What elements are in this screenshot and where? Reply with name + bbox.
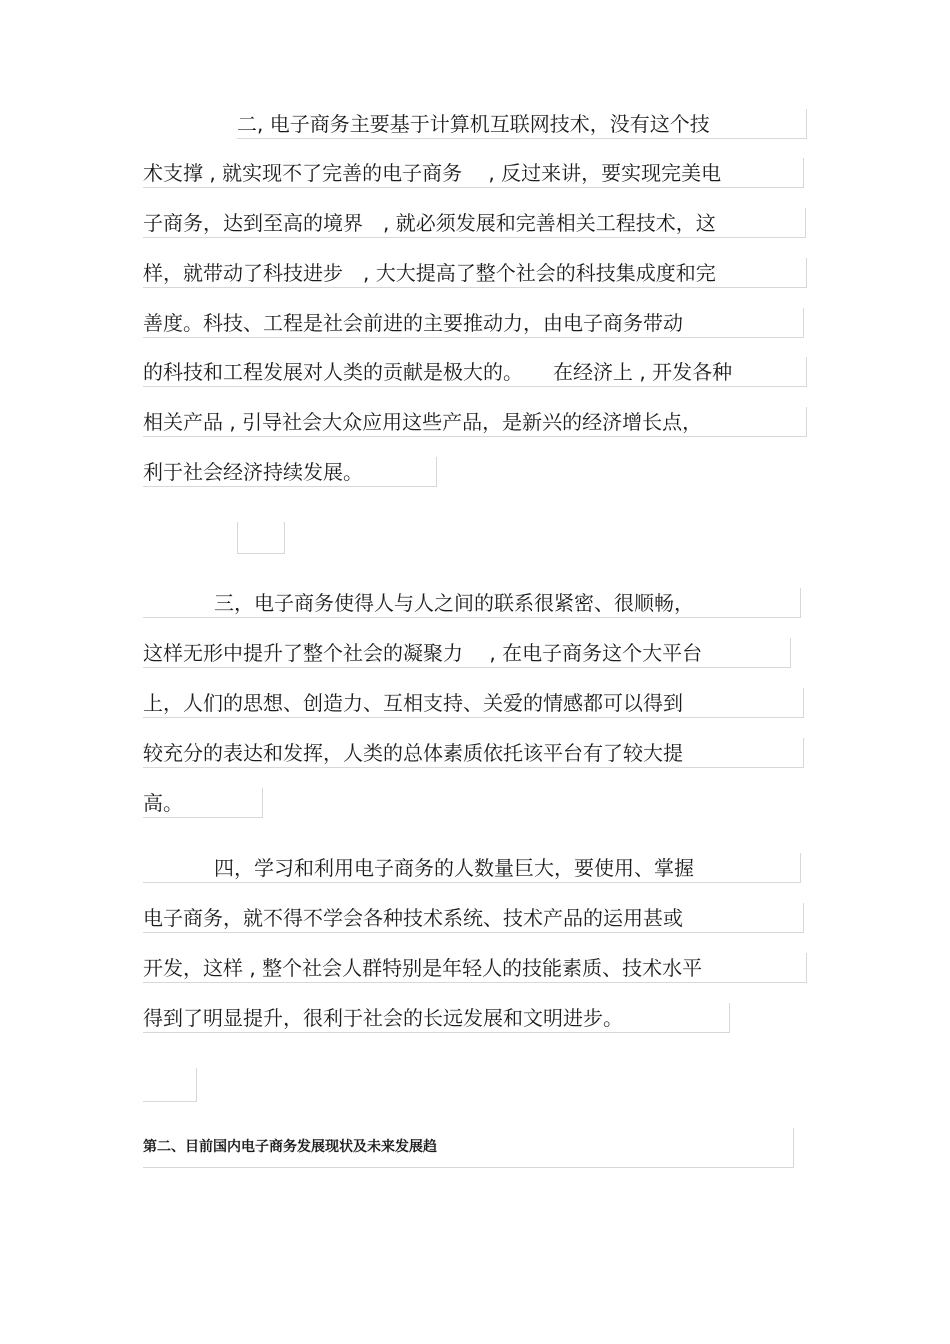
paragraph-line: 电子商务，就不得不学会各种技术系统、技术产品的运用甚或 [143,903,804,933]
empty-cell [237,522,285,554]
paragraph-line: 三，电子商务使得人与人之间的联系很紧密、很顺畅， [143,588,801,618]
paragraph-line: 术支撑 , 就实现不了完善的电子商务 , 反过来讲，要实现完美电 [143,158,804,188]
paragraph-line: 四，学习和利用电子商务的人数量巨大，要使用、掌握 [143,853,801,883]
paragraph-line: 高。 [143,788,263,818]
paragraph-line: 得到了明显提升，很利于社会的长远发展和文明进步。 [143,1003,730,1033]
paragraph-line: 较充分的表达和发挥，人类的总体素质依托该平台有了较大提 [143,738,804,768]
paragraph-line: 子商务，达到至高的境界 , 就必须发展和完善相关工程技术，这 [143,208,806,238]
paragraph-line: 善度。科技、工程是社会前进的主要推动力，由电子商务带动 [143,308,804,338]
paragraph-line: 的科技和工程发展对人类的贡献是极大的。 在经济上 , 开发各种 [143,357,807,387]
section-heading: 第二、目前国内电子商务发展现状及未来发展趋 [143,1128,794,1168]
paragraph-line: 利于社会经济持续发展。 [143,457,437,487]
paragraph-line: 开发，这样 , 整个社会人群特别是年轻人的技能素质、技术水平 [143,953,807,983]
paragraph-line: 这样无形中提升了整个社会的凝聚力 , 在电子商务这个大平台 [143,638,791,668]
paragraph-line: 二, 电子商务主要基于计算机互联网技术，没有这个技 [237,109,807,139]
paragraph-line: 相关产品 , 引导社会大众应用这些产品，是新兴的经济增长点， [143,407,807,437]
paragraph-line: 样，就带动了科技进步 , 大大提高了整个社会的科技集成度和完 [143,258,807,288]
empty-cell [143,1068,197,1102]
paragraph-line: 上，人们的思想、创造力、互相支持、关爱的情感都可以得到 [143,688,804,718]
